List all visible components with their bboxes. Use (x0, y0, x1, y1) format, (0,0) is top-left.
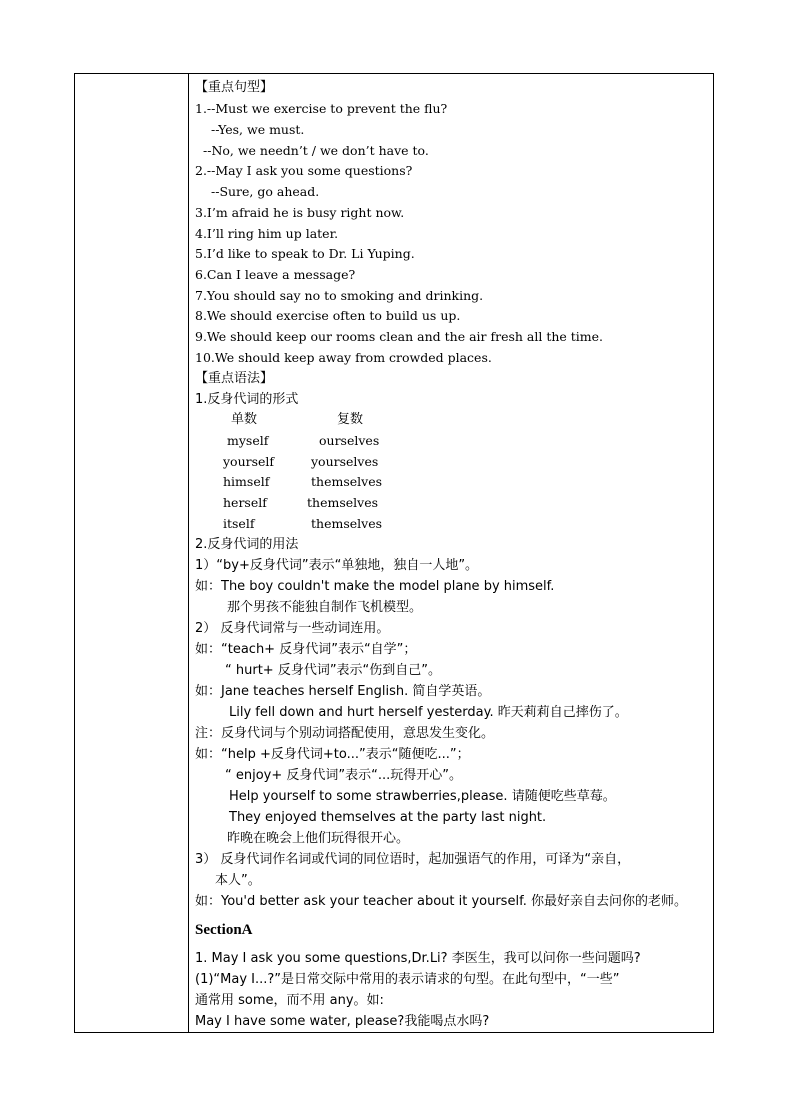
plural-header: 复数 (337, 412, 364, 427)
usage-line: 如：“help +反身代词+to...”表示“随便吃...”； (195, 747, 470, 762)
section-a-title: SectionA (195, 922, 253, 938)
singular-header: 单数 (231, 412, 258, 427)
section-a-line: (1)“May I...?”是日常交际中常用的表示请求的句型。在此句型中，“一些” (195, 972, 620, 987)
usage-line: “ hurt+ 反身代词”表示“伤到自己”。 (225, 663, 442, 678)
sentence-line: 4.I’ll ring him up later. (195, 226, 339, 241)
pronoun-singular: myself (227, 433, 269, 448)
pronoun-plural: themselves (311, 516, 383, 531)
usage-line: 1）“by+反身代词”表示“单独地，独自一人地”。 (195, 558, 479, 573)
sentence-line: 7.You should say no to smoking and drinking. (195, 288, 484, 303)
pronoun-plural: themselves (307, 495, 379, 510)
usage-line: 如：Jane teaches herself English. 简自学英语。 (195, 684, 491, 699)
sentence-line: 5.I’d like to speak to Dr. Li Yuping. (195, 246, 415, 261)
usage-line: 注：反身代词与个别动词搭配使用，意思发生变化。 (195, 726, 495, 741)
usage-line: 那个男孩不能独自制作飞机模型。 (227, 600, 423, 615)
usage-line: 本人”。 (215, 873, 261, 888)
section-a-line: May I have some water, please?我能喝点水吗? (195, 1014, 490, 1029)
key-sentences-title: 【重点句型】 (195, 80, 274, 95)
usage-title: 2.反身代词的用法 (195, 537, 299, 552)
sentence-line: --No, we needn’t / we don’t have to. (203, 143, 429, 158)
pronoun-singular: himself (223, 474, 270, 489)
sentence-line: 8.We should exercise often to build us up. (195, 308, 461, 323)
pronoun-plural: themselves (311, 474, 383, 489)
right-column-cell (189, 74, 713, 1032)
usage-line: 如：You'd better ask your teacher about it yourself. 你最好亲自去问你的老师。 (195, 894, 687, 909)
usage-line: 昨晚在晚会上他们玩得很开心。 (227, 831, 410, 846)
usage-line: 如：“teach+ 反身代词”表示“自学”； (195, 642, 417, 657)
sentence-line: 2.--May I ask you some questions? (195, 163, 413, 178)
sentence-line: 1.--Must we exercise to prevent the flu? (195, 101, 448, 116)
pronoun-singular: herself (223, 495, 267, 510)
left-column-cell (75, 74, 189, 1032)
usage-line: Lily fell down and hurt herself yesterday. 昨天莉莉自己摔伤了。 (229, 705, 628, 720)
content-table (74, 73, 714, 1033)
pronoun-plural: ourselves (319, 433, 380, 448)
sentence-line: 6.Can I leave a message? (195, 267, 356, 282)
forms-title: 1.反身代词的形式 (195, 392, 299, 407)
usage-line: Help yourself to some strawberries,please. 请随便吃些草莓。 (229, 789, 616, 804)
section-a-line: 通常用 some，而不用 any。如: (195, 993, 384, 1008)
usage-line: 如：The boy couldn't make the model plane by himself. (195, 579, 555, 594)
pronoun-singular: yourself (223, 454, 275, 469)
sentence-line: 9.We should keep our rooms clean and the air fresh all the time. (195, 329, 604, 344)
pronoun-plural: yourselves (311, 454, 379, 469)
usage-line: 3） 反身代词作名词或代词的同位语时，起加强语气的作用，可译为“亲自， (195, 852, 631, 867)
pronoun-singular: itself (223, 516, 255, 531)
usage-line: 2） 反身代词常与一些动词连用。 (195, 621, 390, 636)
sentence-line: --Yes, we must. (211, 122, 305, 137)
sentence-line: 3.I’m afraid he is busy right now. (195, 205, 405, 220)
usage-line: They enjoyed themselves at the party last night. (229, 810, 547, 825)
sentence-line: 10.We should keep away from crowded places. (195, 350, 492, 365)
usage-line: “ enjoy+ 反身代词”表示“...玩得开心”。 (225, 768, 462, 783)
section-a-line: 1. May I ask you some questions,Dr.Li? 李医生，我可以问你一些问题吗? (195, 951, 641, 966)
sentence-line: --Sure, go ahead. (211, 184, 320, 199)
key-grammar-title: 【重点语法】 (195, 371, 274, 386)
